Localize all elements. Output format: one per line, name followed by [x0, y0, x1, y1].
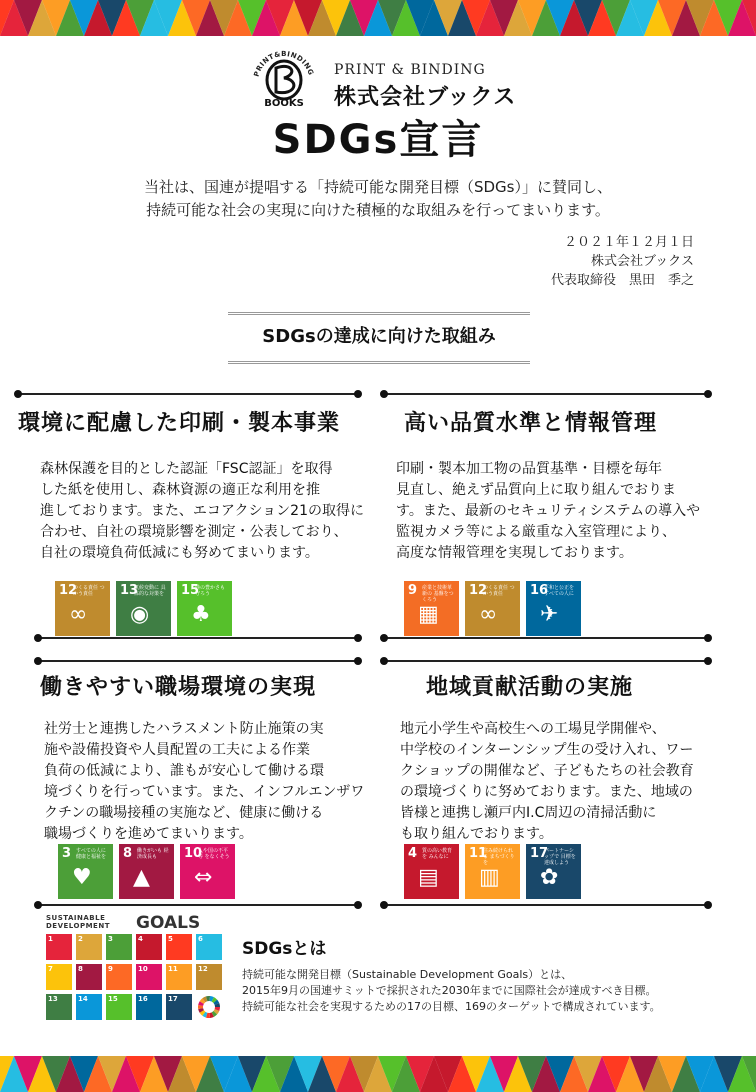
- goal-cell-number: 11: [168, 965, 178, 973]
- sdg-goal-caption: つくる責任 つかう責任: [73, 585, 105, 597]
- sdgs-goals-grid: [46, 934, 226, 1020]
- divider-mid2-right: [384, 660, 708, 662]
- goals-logo-line2: DEVELOPMENT: [46, 922, 110, 930]
- cubes-icon: ▦: [418, 602, 439, 627]
- initiatives-subheading: SDGsの達成に向けた取組み: [228, 312, 530, 364]
- section-title-community: 地域貢献活動の実施: [426, 675, 634, 700]
- sdg-goal-caption: 陸の豊かさも 守ろう: [195, 585, 226, 597]
- section-line: 森林保護を目的とした認証「FSC認証」を取得: [40, 461, 333, 477]
- sdgs-goals-logo: [46, 912, 226, 934]
- section-line: した紙を使用し、森林資源の適正な利用を推: [40, 482, 320, 498]
- goal-cell-number: 2: [78, 935, 83, 943]
- goal-cell-number: 4: [138, 935, 143, 943]
- section-line: 施や設備投資や人員配置の工夫による作業: [44, 742, 310, 758]
- about-line: 持続可能な開発目標（Sustainable Development Goals）とは、: [242, 968, 573, 981]
- section-line: 境づくりを行っています。また、インフルエンザワ: [44, 784, 365, 800]
- sdg-goal-8-tile: [119, 844, 174, 899]
- triangle-pattern: [0, 1056, 756, 1092]
- section-title-environment: 環境に配慮した印刷・製本事業: [18, 411, 341, 436]
- goal-cell-16: [136, 994, 162, 1020]
- sdg-goal-caption: 住み続けられる まちづくりを: [483, 848, 515, 866]
- goal-cell-14: [76, 994, 102, 1020]
- top-decorative-band: [0, 0, 756, 36]
- company-name-jp: 株式会社ブックス: [334, 84, 517, 110]
- goal-cell-1: [46, 934, 72, 960]
- section-title-quality: 高い品質水準と情報管理: [404, 411, 658, 436]
- goal-cell-15: [106, 994, 132, 1020]
- sdg-goal-13-tile: [116, 581, 171, 636]
- sdg-goal-3-tile: [58, 844, 113, 899]
- section-line: の環境づくりに努めております。また、地域の: [400, 784, 693, 800]
- about-line: 2015年9月の国連サミットで採択された2030年までに国際社会が達成すべき目標。: [242, 984, 657, 997]
- tree-bird-icon: ♣: [191, 602, 211, 627]
- section-line: も取り組んでおります。: [400, 826, 553, 842]
- signature-date: ２０２１年１２月１日: [563, 235, 694, 250]
- section-line: 中学校のインターンシップ生の受け入れ、ワー: [400, 742, 694, 758]
- sdg-goal-9-tile: [404, 581, 459, 636]
- section-line: 合わせ、自社の環境影響を測定・公表しており、: [40, 524, 348, 540]
- divider-bottom-left: [38, 904, 358, 906]
- sdg-goal-number: 16: [530, 583, 549, 598]
- goal-cell-number: 6: [198, 935, 203, 943]
- sdg-goal-number: 17: [530, 846, 549, 861]
- section-body-environment: [40, 459, 364, 564]
- equality-icon: ⇔: [194, 865, 213, 890]
- sdg-goal-number: 3: [62, 846, 72, 861]
- divider-bottom-right: [384, 904, 708, 906]
- goal-cell-number: 16: [138, 995, 148, 1003]
- goal-cell-2: [76, 934, 102, 960]
- dove-icon: ✈: [540, 602, 559, 627]
- about-sdgs-body: [242, 967, 661, 1015]
- goal-cell-number: 1: [48, 935, 53, 943]
- sdg-goal-11-tile: [465, 844, 520, 899]
- signature-company: 株式会社ブックス: [591, 254, 694, 269]
- section-line: 地元小学生や高校生への工場見学開催や、: [400, 721, 666, 737]
- goal-cell-11: [166, 964, 192, 990]
- goal-cell-4: [136, 934, 162, 960]
- sdg-goal-number: 4: [408, 846, 418, 861]
- divider-mid2-left: [38, 660, 358, 662]
- divider-top-right: [384, 393, 708, 395]
- section-body-quality: [396, 459, 700, 564]
- divider-top-left: [18, 393, 358, 395]
- section-line: 自社の環境負荷低減にも努めてまいります。: [40, 545, 319, 561]
- city-icon: ▥: [479, 865, 500, 890]
- section-line: 印刷・製本加工物の品質基準・目標を毎年: [396, 461, 662, 477]
- section-title-workplace: 働きやすい職場環境の実現: [40, 675, 317, 700]
- books-logo-mark: [248, 44, 320, 108]
- sdg-goal-caption: 質の高い教育を みんなに: [422, 848, 453, 860]
- sdg-goal-number: 9: [408, 583, 418, 598]
- sdg-goal-15-tile: [177, 581, 232, 636]
- goal-cell-10: [136, 964, 162, 990]
- intro-text: [0, 176, 756, 222]
- sdg-icons-quality: [404, 581, 581, 636]
- goal-cell-number: 12: [198, 965, 208, 973]
- section-body-community: [400, 719, 694, 845]
- goal-cell-number: 15: [108, 995, 118, 1003]
- signature-block: [551, 233, 694, 290]
- sdg-goal-number: 10: [184, 846, 203, 861]
- about-line: 持続可能な社会を実現するための17の目標、169のターゲットで構成されています。: [242, 1000, 661, 1013]
- sdg-goal-12-tile: [465, 581, 520, 636]
- goal-cell-number: 5: [168, 935, 173, 943]
- goal-cell-number: 13: [48, 995, 58, 1003]
- goal-cell-number: 14: [78, 995, 88, 1003]
- sdg-icons-workplace: [58, 844, 235, 899]
- goal-cell-7: [46, 964, 72, 990]
- sdg-goal-caption: 働きがいも 経済成長も: [137, 848, 169, 860]
- section-line: 負荷の低減により、誰もが安心して働ける環: [44, 763, 324, 779]
- sdg-goal-caption: すべての人に 健康と福祉を: [76, 848, 107, 860]
- sdg-goal-number: 11: [469, 846, 488, 861]
- sdg-icons-environment: [55, 581, 232, 636]
- goal-cell-9: [106, 964, 132, 990]
- eye-globe-icon: ◉: [130, 602, 150, 627]
- divider-mid-left: [38, 637, 358, 639]
- sdg-goal-number: 12: [59, 583, 78, 598]
- goal-cell-number: 9: [108, 965, 113, 973]
- section-line: 皆様と連携し瀬戸内I.C周辺の清掃活動に: [400, 805, 657, 821]
- intro-line: 持続可能な社会の実現に向けた積極的な取組みを行ってまいります。: [146, 201, 610, 219]
- section-line: 監視カメラ等による厳重な入室管理により、: [396, 524, 676, 540]
- growth-chart-icon: ▲: [133, 865, 150, 890]
- section-line: 職場づくりを進めてまいります。: [44, 826, 253, 842]
- triangle-pattern: [0, 0, 756, 36]
- goal-cell-13: [46, 994, 72, 1020]
- page-title: SDGs宣言: [272, 117, 484, 163]
- goal-cell-6: [196, 934, 222, 960]
- goal-cell-number: 3: [108, 935, 113, 943]
- sdg-goal-caption: 人や国の不平等 をなくそう: [198, 848, 230, 860]
- svg-text:BOOKS: BOOKS: [264, 98, 304, 108]
- about-sdgs-title: SDGsとは: [242, 939, 327, 959]
- sdg-goal-10-tile: [180, 844, 235, 899]
- infinity-icon: ∞: [479, 602, 498, 627]
- goal-cell-8: [76, 964, 102, 990]
- goal-cell-5: [166, 934, 192, 960]
- book-icon: ▤: [418, 865, 439, 890]
- svg-text:PRINT&BINDING: PRINT&BINDING: [252, 49, 316, 78]
- sdg-goal-16-tile: [526, 581, 581, 636]
- sdg-wheel-icon: [196, 994, 222, 1020]
- goal-cell-12: [196, 964, 222, 990]
- infinity-icon: ∞: [69, 602, 88, 627]
- sdg-goal-12-tile: [55, 581, 110, 636]
- sdg-goal-number: 13: [120, 583, 139, 598]
- company-name-en: PRINT & BINDING: [334, 62, 486, 78]
- section-line: 高度な情報管理を実現しております。: [396, 545, 633, 561]
- goal-cell-number: 17: [168, 995, 178, 1003]
- sdg-goal-number: 15: [181, 583, 200, 598]
- section-line: 社労士と連携したハラスメント防止施策の実: [44, 721, 324, 737]
- sdg-goal-caption: 気候変動に 具体的な対策を: [134, 585, 166, 597]
- goals-logo-word: GOALS: [136, 913, 201, 933]
- section-line: クショップの開催など、子どもたちの社会教育: [400, 763, 694, 779]
- section-line: 見直し、絶えず品質向上に取り組んでおりま: [396, 482, 676, 498]
- goal-cell-number: 8: [78, 965, 83, 973]
- section-line: 進しております。また、エコアクション21の取得に: [40, 503, 364, 519]
- rings-icon: ✿: [540, 865, 559, 890]
- goal-cell-number: 10: [138, 965, 148, 973]
- sdg-goal-caption: つくる責任 つかう責任: [483, 585, 515, 597]
- goal-cell-3: [106, 934, 132, 960]
- sdg-goal-caption: パートナーシップで 目標を達成しよう: [544, 848, 576, 866]
- sdg-goal-number: 8: [123, 846, 133, 861]
- heartbeat-icon: ♥: [72, 865, 92, 890]
- goal-cell-number: 7: [48, 965, 53, 973]
- bottom-decorative-band: [0, 1056, 756, 1092]
- sdg-goal-caption: 産業と技術革新の 基盤をつくろう: [422, 585, 454, 603]
- section-body-workplace: [44, 719, 364, 845]
- sdg-goal-4-tile: [404, 844, 459, 899]
- sdg-icons-community: [404, 844, 581, 899]
- goal-cell-17: [166, 994, 192, 1020]
- goals-logo-line1: SUSTAINABLE: [46, 914, 106, 922]
- intro-line: 当社は、国連が提唱する「持続可能な開発目標（SDGs）」に賛同し、: [143, 178, 612, 196]
- sdg-goal-caption: 平和と公正を すべての人に: [544, 585, 575, 597]
- section-line: す。また、最新のセキュリティシステムの導入や: [396, 503, 701, 519]
- sdg-goal-number: 12: [469, 583, 488, 598]
- section-line: クチンの職場接種の実施など、健康に働ける: [44, 805, 324, 821]
- divider-mid-right: [384, 637, 708, 639]
- company-logo: [248, 44, 548, 108]
- signature-representative: 代表取締役 黒田 季之: [550, 273, 694, 288]
- sdg-goal-17-tile: [526, 844, 581, 899]
